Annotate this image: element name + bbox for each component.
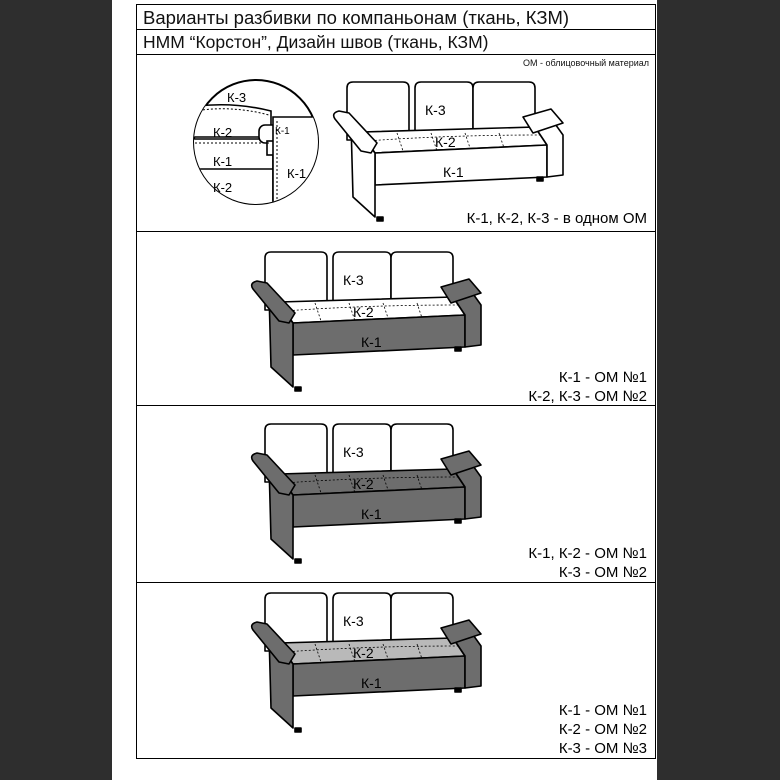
label-k2: К-2 xyxy=(435,134,456,150)
label-k1: К-1 xyxy=(443,164,464,180)
zoom-label-k1-side: К-1 xyxy=(287,166,307,181)
caption-block-4 xyxy=(559,701,647,758)
om-footnote: ОМ - облицовочный материал xyxy=(522,58,649,68)
sofa-foot xyxy=(295,728,301,732)
label-k3: К-3 xyxy=(343,444,364,460)
label-k2: К-2 xyxy=(353,476,374,492)
section-divider xyxy=(137,405,655,406)
zoom-label-k3: К-3 xyxy=(227,90,247,105)
zoom-label-k1: К-1 xyxy=(213,154,233,169)
caption-line: К-3 - ОМ №3 xyxy=(558,740,647,757)
caption-line: К-3 - ОМ №2 xyxy=(558,564,647,581)
zoom-label-k2-lower: К-2 xyxy=(213,180,233,195)
caption-block-2 xyxy=(528,368,647,406)
label-k3: К-3 xyxy=(343,613,364,629)
document-title: Варианты разбивки по компаньонам (ткань, КЗМ) xyxy=(137,5,655,30)
caption-line: К-1, К-2 - ОМ №1 xyxy=(528,545,647,562)
sofa-foot xyxy=(455,688,461,692)
sofa-foot xyxy=(537,177,543,181)
label-k3: К-3 xyxy=(343,272,364,288)
document-subtitle: НММ “Корстон”, Дизайн швов (ткань, КЗМ) xyxy=(137,30,655,55)
sofa-drawing-2 xyxy=(245,247,485,392)
sofa-foot xyxy=(295,387,301,391)
sofa-foot xyxy=(377,217,383,221)
sofa-drawing-4 xyxy=(245,588,485,733)
sofa-foot xyxy=(455,347,461,351)
caption-block-3 xyxy=(528,544,647,582)
caption-block-1 xyxy=(467,209,647,228)
zoom-label-k1-arm: К-1 xyxy=(275,126,290,137)
detail-zoom-circle xyxy=(191,77,321,207)
caption-line: К-1 - ОМ №1 xyxy=(558,702,647,719)
label-k2: К-2 xyxy=(353,645,374,661)
caption-line: К-2, К-3 - ОМ №2 xyxy=(528,388,647,405)
caption-line: К-1 - ОМ №1 xyxy=(558,369,647,386)
zoom-label-k2: К-2 xyxy=(213,125,233,140)
section-divider xyxy=(137,231,655,232)
sofa-foot xyxy=(455,519,461,523)
label-k1: К-1 xyxy=(361,506,382,522)
label-k3: К-3 xyxy=(425,102,446,118)
diagram-frame xyxy=(136,4,656,759)
sofa-drawing-1 xyxy=(327,77,567,222)
caption-line: К-2 - ОМ №2 xyxy=(558,721,647,738)
label-k1: К-1 xyxy=(361,334,382,350)
sofa-foot xyxy=(295,559,301,563)
label-k2: К-2 xyxy=(353,304,374,320)
sofa-drawing-3 xyxy=(245,419,485,564)
caption-line: К-1, К-2, К-3 - в одном ОМ xyxy=(466,210,647,227)
section-divider xyxy=(137,582,655,583)
label-k1: К-1 xyxy=(361,675,382,691)
